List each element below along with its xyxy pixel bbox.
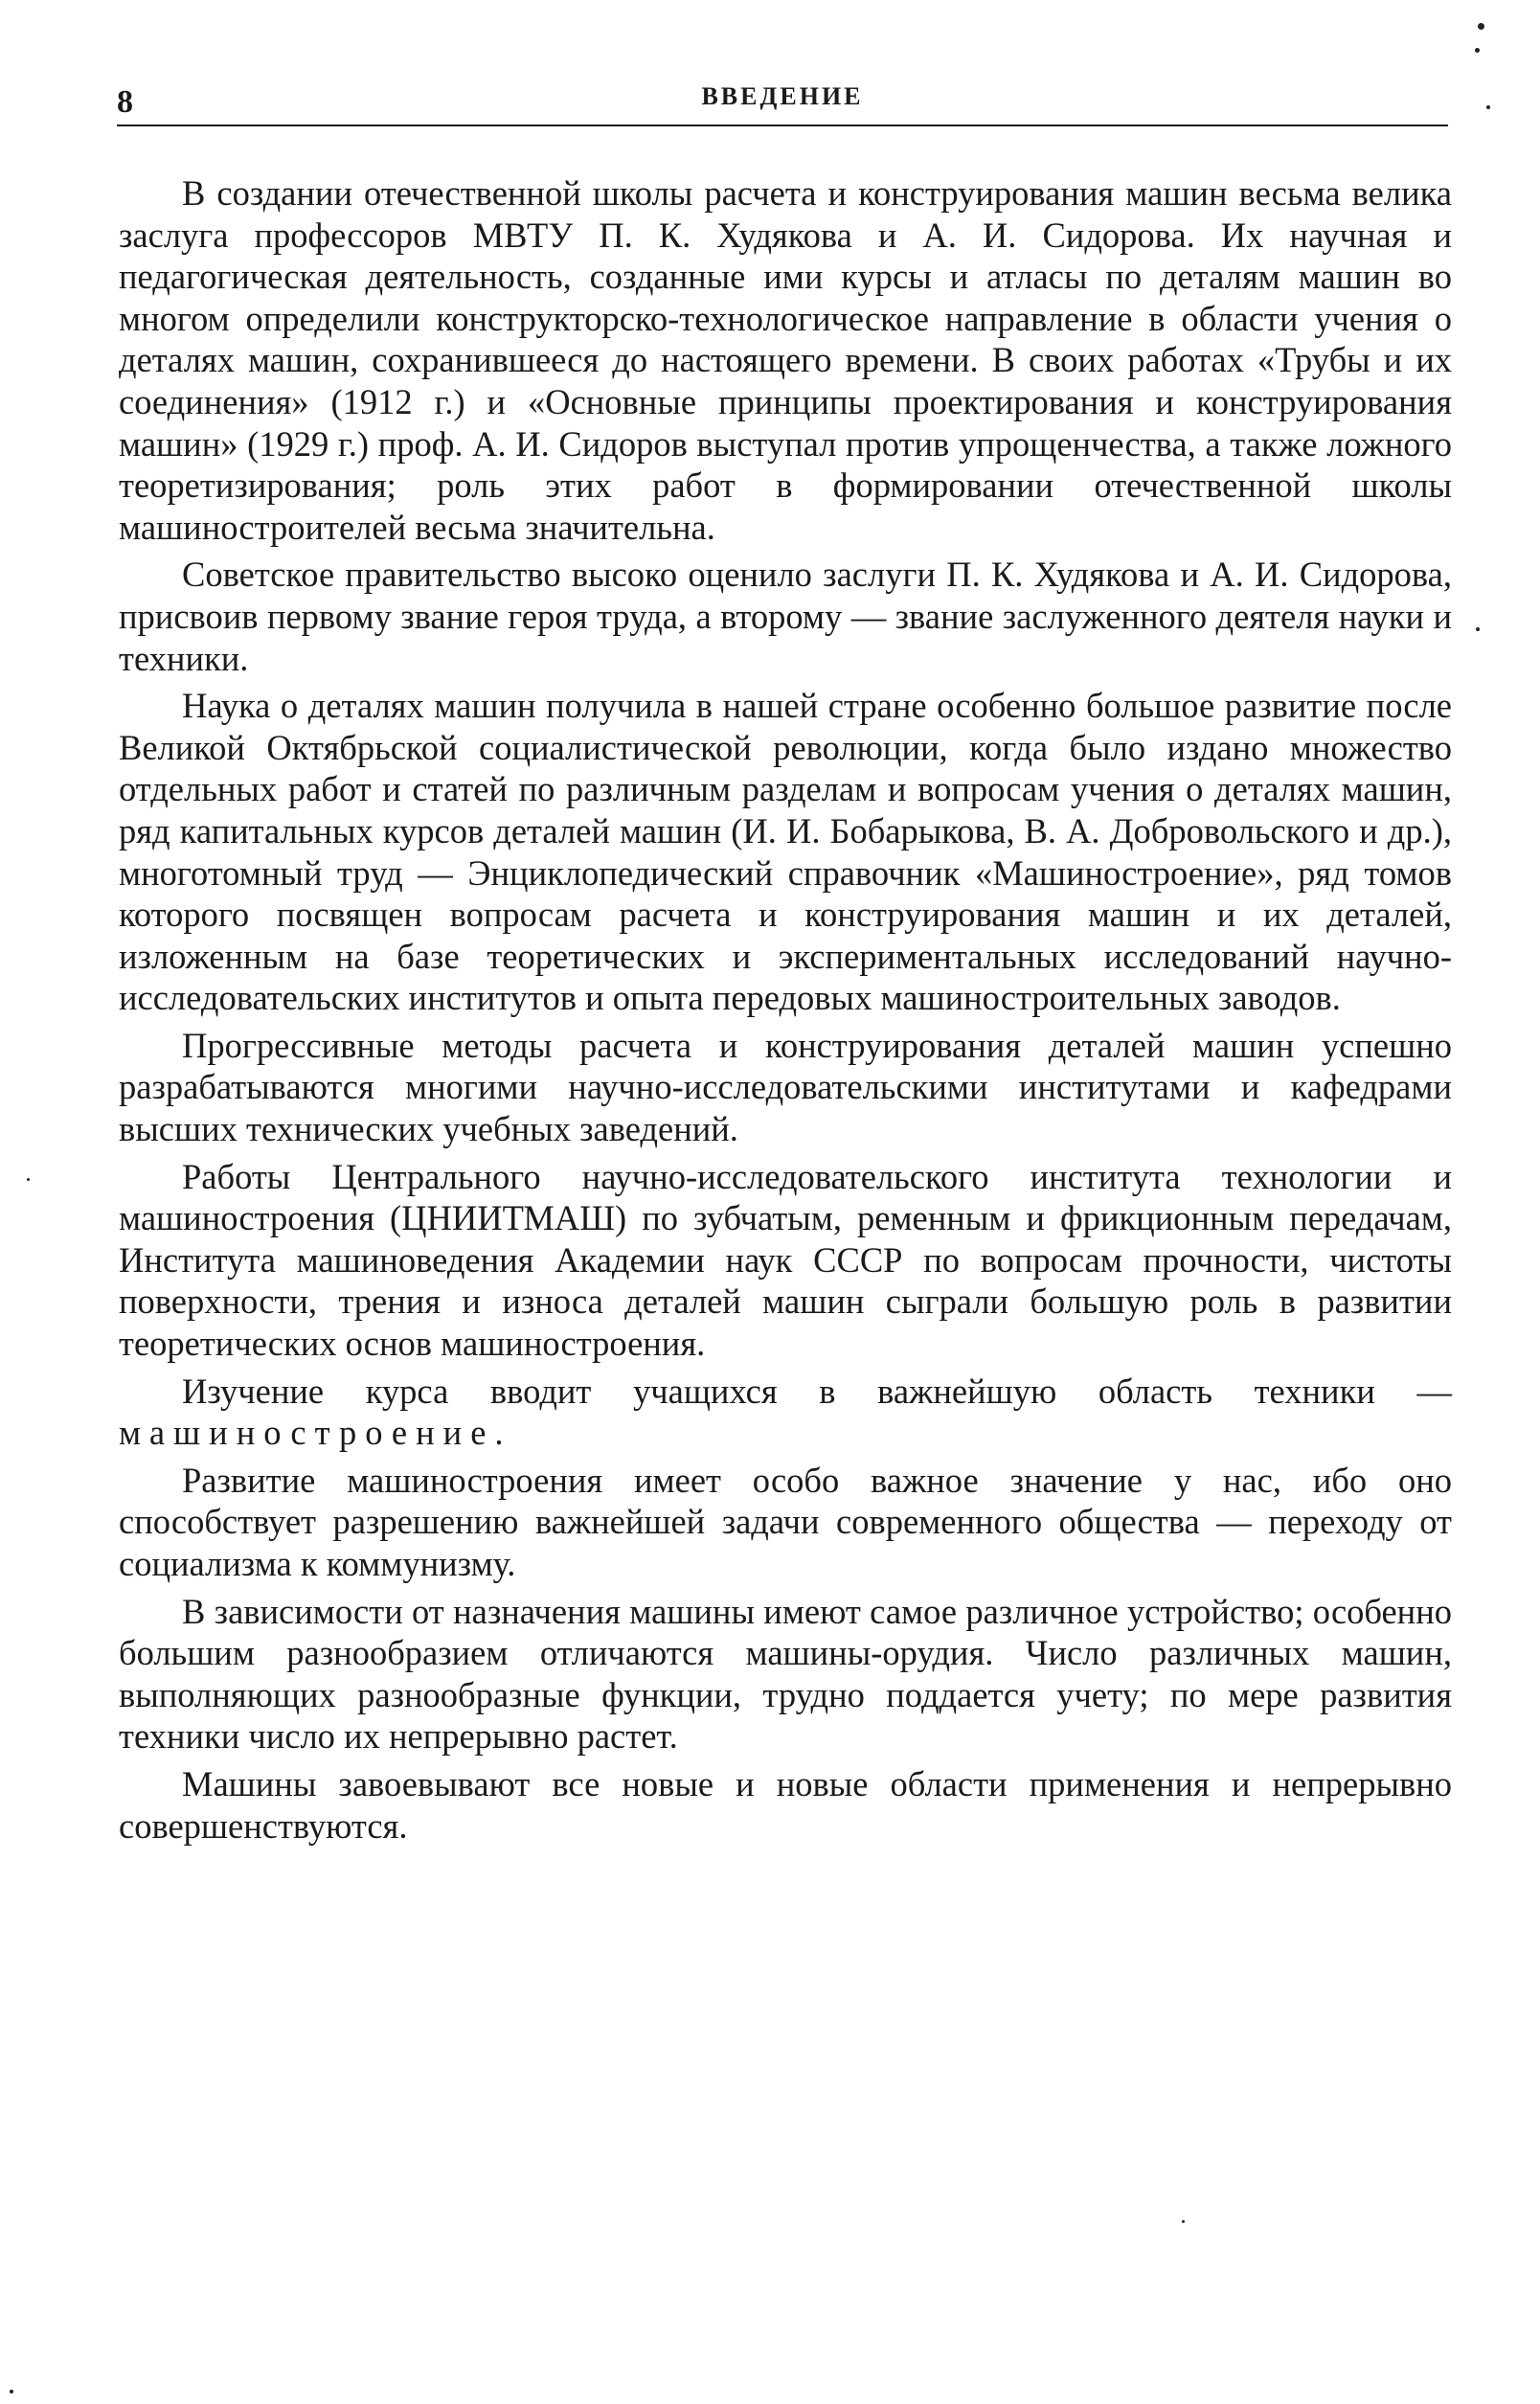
paragraph-text: Изучение курса вводит учащихся в важнейшую область техники — — [182, 1371, 1452, 1411]
paragraph: Развитие машиностроения имеет особо важное значение у нас, ибо оно способствует разрешению важнейшей задачи современного общества — переходу от социализма к коммунизму. — [119, 1460, 1452, 1583]
paragraph: Советское правительство высоко оценило заслуги П. К. Худякова и А. И. Сидорова, присвоив первому звание героя труда, а второму — звание заслуженного деятеля науки и техники. — [119, 555, 1452, 678]
paragraph: Машины завоевывают все новые и новые области применения и непрерывно совершенствуются. — [119, 1763, 1452, 1846]
paragraph: Работы Центрального научно-исследовательского института технологии и машиностроения (ЦНИИТМАШ) по зубчатым, ременным и фрикционным передачам, Института машиноведения Академии наук СССР по вопросам прочности, чистоты поверхности, трения и износа деталей машин сыграли большую роль в развитии теоретических основ машиностроения. — [119, 1156, 1452, 1364]
scan-speck — [1486, 105, 1490, 109]
scan-speck — [10, 2390, 13, 2393]
paragraph: В создании отечественной школы расчета и конструирования машин весьма велика заслуга профессоров МВТУ П. К. Худякова и А. И. Сидорова. Их научная и педагогическая деятельность, созданные ими курсы и атласы по деталям машин во многом определили конструкторско-технологическое направление в области учения о деталях машин, сохранившееся до настоящего времени. В своих работах «Трубы и их соединения» (1912 г.) и «Основные принципы проектирования и конструирования машин» (1929 г.) проф. А. И. Сидоров выступал против упрощенчества, а также ложного теоретизирования; роль этих работ в формировании отечественной школы машиностроителей весьма значительна. — [119, 173, 1452, 547]
paragraph — [119, 1371, 1452, 1454]
scan-speck — [27, 1178, 30, 1181]
scan-speck — [1182, 2220, 1185, 2223]
page-header — [117, 79, 1448, 126]
scan-speck — [1475, 48, 1480, 53]
paragraph: В зависимости от назначения машины имеют самое различное устройство; особенно большим разнообразием отличаются машины-орудия. Число различных машин, выполняющих разнообразные функции, трудно поддается учету; по мере развития техники число их непрерывно растет. — [119, 1591, 1452, 1757]
running-title: ВВЕДЕНИЕ — [701, 82, 864, 110]
paragraph: Наука о деталях машин получила в нашей стране особенно большое развитие после Великой Октябрьской социалистической революции, когда было издано множество отдельных работ и статей по различным разделам и вопросам учения о деталях машин, ряд капитальных курсов деталей машин (И. И. Бобарыкова, В. А. Добровольского и др.), многотомный труд — Энциклопедический справочник «Машиностроение», ряд томов которого посвящен вопросам расчета и конструирования машин и их деталей, изложенным на базе теоретических и экспериментальных исследований научно-исследовательских институтов и опыта передовых машиностроительных заводов. — [119, 686, 1452, 1018]
scan-speck — [1478, 23, 1484, 30]
emphasized-term: машиностроение — [119, 1413, 495, 1453]
scan-speck — [1476, 627, 1480, 631]
body-text — [119, 172, 1452, 1852]
paragraph: Прогрессивные методы расчета и конструирования деталей машин успешно разрабатываются многими научно-исследовательскими институтами и кафедрами высших технических учебных заведений. — [119, 1025, 1452, 1149]
paragraph-end: . — [494, 1413, 504, 1453]
page-number: 8 — [117, 84, 133, 120]
